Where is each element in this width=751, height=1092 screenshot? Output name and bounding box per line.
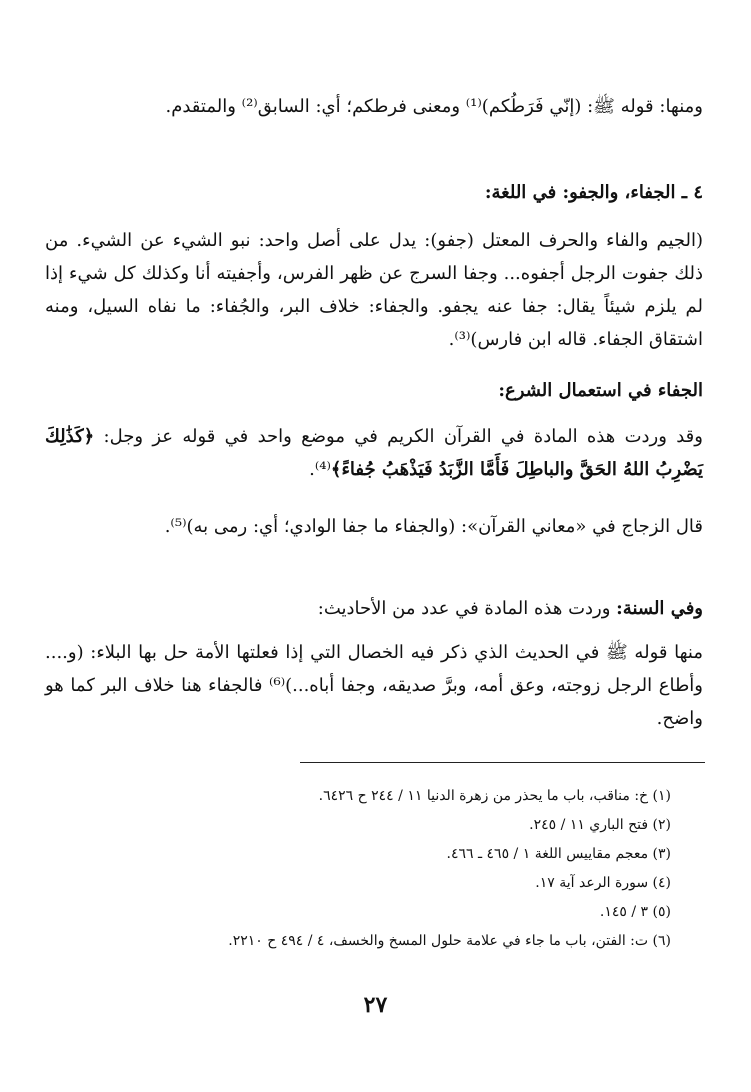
paragraph-farat [45,90,703,123]
footnote-1: (١) خ: مناقب، باب ما يحذر من زهرة الدنيا ١١ / ٢٤٤ ح ٦٤٢٦. [318,788,671,804]
text-sunnah: وردت هذه المادة في عدد من الأحاديث: [317,598,611,619]
heading-jafa-lugha: ٤ ـ الجفاء، والجفو: في اللغة: [484,182,703,203]
section-heading-jafa [45,178,703,208]
quran-reference: ⁽⁴⁾. [309,459,331,480]
footnote-3: (٣) معجم مقاييس اللغة ١ / ٤٦٥ ـ ٤٦٦. [446,846,671,862]
paragraph-quran [45,420,703,486]
text-hadith: منها قوله ﷺ في الحديث الذي ذكر فيه الخصال التي إذا فعلتها الأمة حل بها البلاء: (و.... وأطاع الرجل زوجته، وعق أمه، وبرَّ صديقه، وجفا أباه...)⁽⁶⁾ فالجفاء هنا خلاف البر كما هو واضح. [45,642,703,729]
sunnah-lead: وفي السنة: [616,598,703,619]
quran-verse: ﴿كَذَٰلِكَ يَضْرِبُ اللهُ الحَقَّ والباطِلَ فَأَمَّا الزَّبَدُ فَيَذْهَبُ جُفاءً﴾ [45,426,703,480]
text-quran-block [45,420,703,486]
text-quran-intro: وقد وردت هذه المادة في القرآن الكريم في موضع واحد في قوله عز وجل: [103,426,703,447]
paragraph-zajjaj [45,510,703,543]
footnote-2: (٢) فتح الباري ١١ / ٢٤٥. [529,817,671,833]
text-zajjaj: قال الزجاج في «معاني القرآن»: (والجفاء ما جفا الوادي؛ أي: رمى به)⁽⁵⁾. [164,516,703,537]
text-sunnah-block [45,592,703,625]
footnotes [51,782,671,956]
page-number: ٢٧ [363,992,388,1018]
footnote-6: (٦) ت: الفتن، باب ما جاء في علامة حلول المسخ والخسف، ٤ / ٤٩٤ ح ٢٢١٠. [228,933,671,949]
paragraph-lugha [45,224,703,356]
section-heading-shar [45,376,703,406]
footnote-divider [300,762,705,763]
text-lugha: (الجيم والفاء والحرف المعتل (جفو): يدل على أصل واحد: نبو الشيء عن الشيء. من ذلك جفوت الرجل أجفوه... وجفا السرج عن ظهر الفرس، وأجفيته أنا وكذلك كل شيء إذا لم يلزم شيئاً يقال: جفا عنه يجفو. والجفاء: خلاف البر، والجُفاء: ما نفاه السيل، ومنه اشتقاق الجفاء. قاله ابن فارس)⁽³⁾. [45,230,703,350]
heading-shar: الجفاء في استعمال الشرع: [498,380,703,401]
footnote-4: (٤) سورة الرعد آية ١٧. [535,875,671,891]
footnote-5: (٥) ٣ / ١٤٥. [599,904,671,920]
paragraph-sunnah [45,592,703,625]
paragraph-hadith [45,636,703,735]
text-farat: ومنها: قوله ﷺ: (إنّي فَرَطُكم)⁽¹⁾ ومعنى فرطكم؛ أي: السابق⁽²⁾ والمتقدم. [165,96,703,117]
